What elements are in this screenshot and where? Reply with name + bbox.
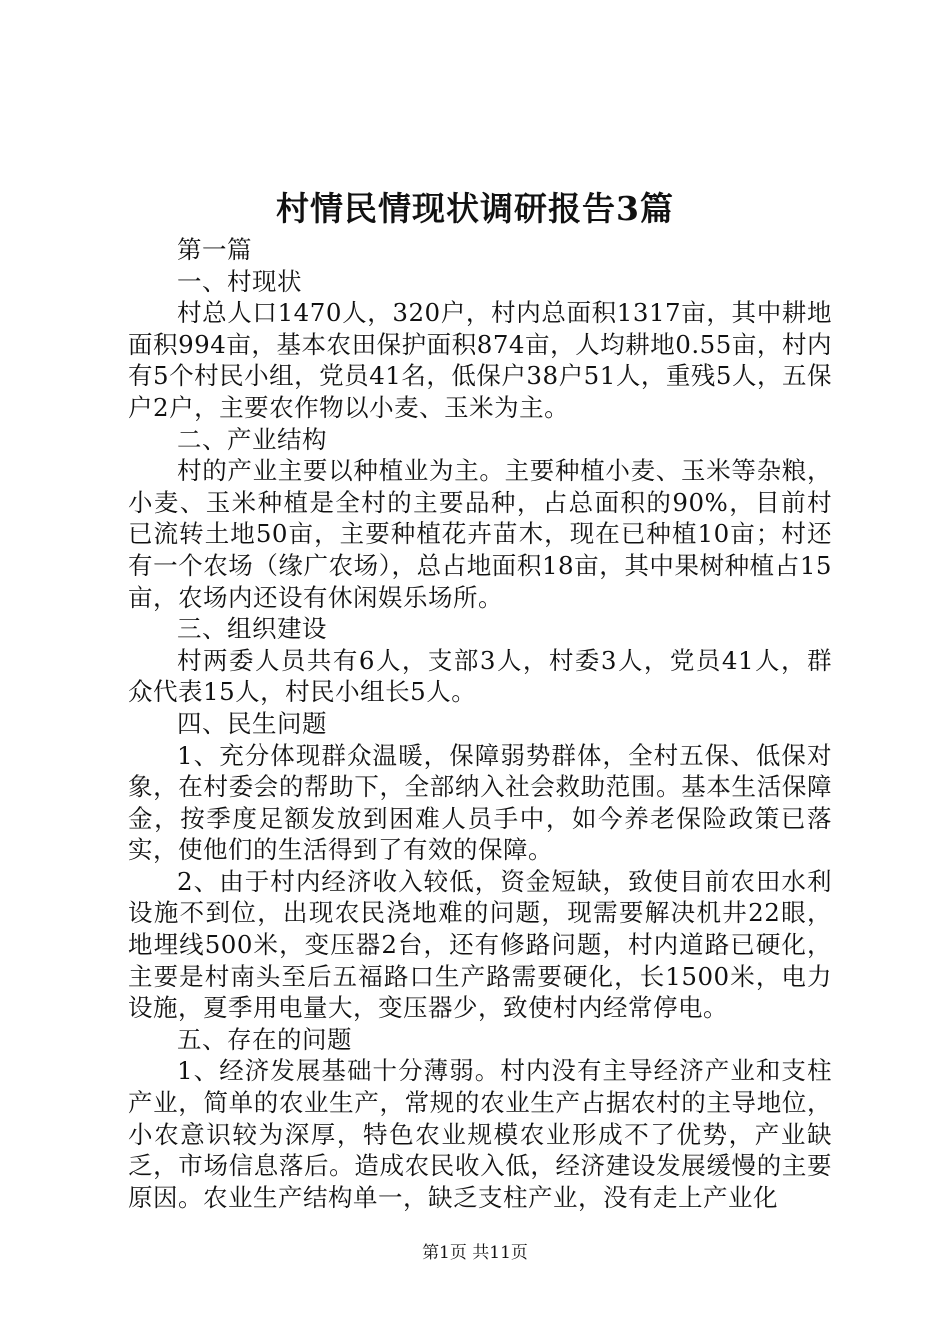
paragraph: 村总人口1470人，320户，村内总面积1317亩，其中耕地面积994亩，基本农田保护面积874亩，人均耕地0.55亩，村内有5个村民小组，党员41名，低保户38户51人，重残5人，五保户2户，主要农作物以小麦、玉米为主。 xyxy=(128,298,832,422)
document-title: 村情民情现状调研报告3篇 xyxy=(276,189,674,228)
section-heading: 四、民生问题 xyxy=(177,708,327,738)
paragraph: 第一篇 xyxy=(177,235,252,264)
paragraph: 1、经济发展基础十分薄弱。村内没有主导经济产业和支柱产业，简单的农业生产，常规的农业生产占据农村的主导地位，小农意识较为深厚，特色农业规模农业形成不了优势，产业缺乏，市场信息落后。造成农民收入低，经济建设发展缓慢的主要原因。农业生产结构单一，缺乏支柱产业，没有走上产业化 xyxy=(128,1056,832,1212)
section-heading: 五、存在的问题 xyxy=(177,1024,352,1054)
document-body xyxy=(128,234,832,1213)
section-heading: 三、组织建设 xyxy=(177,614,327,644)
page-number: 第1页 共11页 xyxy=(422,1243,528,1263)
paragraph: 2、由于村内经济收入较低，资金短缺，致使目前农田水利设施不到位，出现农民浇地难的问题，现需要解决机井22眼，地埋线500米，变压器2台，还有修路问题，村内道路已硬化，主要是村南头至后五福路口生产路需要硬化，长1500米，电力设施，夏季用电量大，变压器少，致使村内经常停电。 xyxy=(128,866,832,1023)
paragraph: 村两委人员共有6人，支部3人，村委3人，党员41人，群众代表15人，村民小组长5人。 xyxy=(128,645,832,707)
section-heading: 一、村现状 xyxy=(177,266,302,296)
paragraph: 村的产业主要以种植业为主。主要种植小麦、玉米等杂粮，小麦、玉米种植是全村的主要品种，占总面积的90%，目前村已流转土地50亩，主要种植花卉苗木，现在已种植10亩；村还有一个农场（缘广农场），总占地面积18亩，其中果树种植占15亩，农场内还设有休闲娱乐场所。 xyxy=(128,456,832,612)
section-heading: 二、产业结构 xyxy=(177,424,327,454)
paragraph: 1、充分体现群众温暖，保障弱势群体，全村五保、低保对象，在村委会的帮助下，全部纳入社会救助范围。基本生活保障金，按季度足额发放到困难人员手中，如今养老保险政策已落实，使他们的生活得到了有效的保障。 xyxy=(128,740,832,865)
